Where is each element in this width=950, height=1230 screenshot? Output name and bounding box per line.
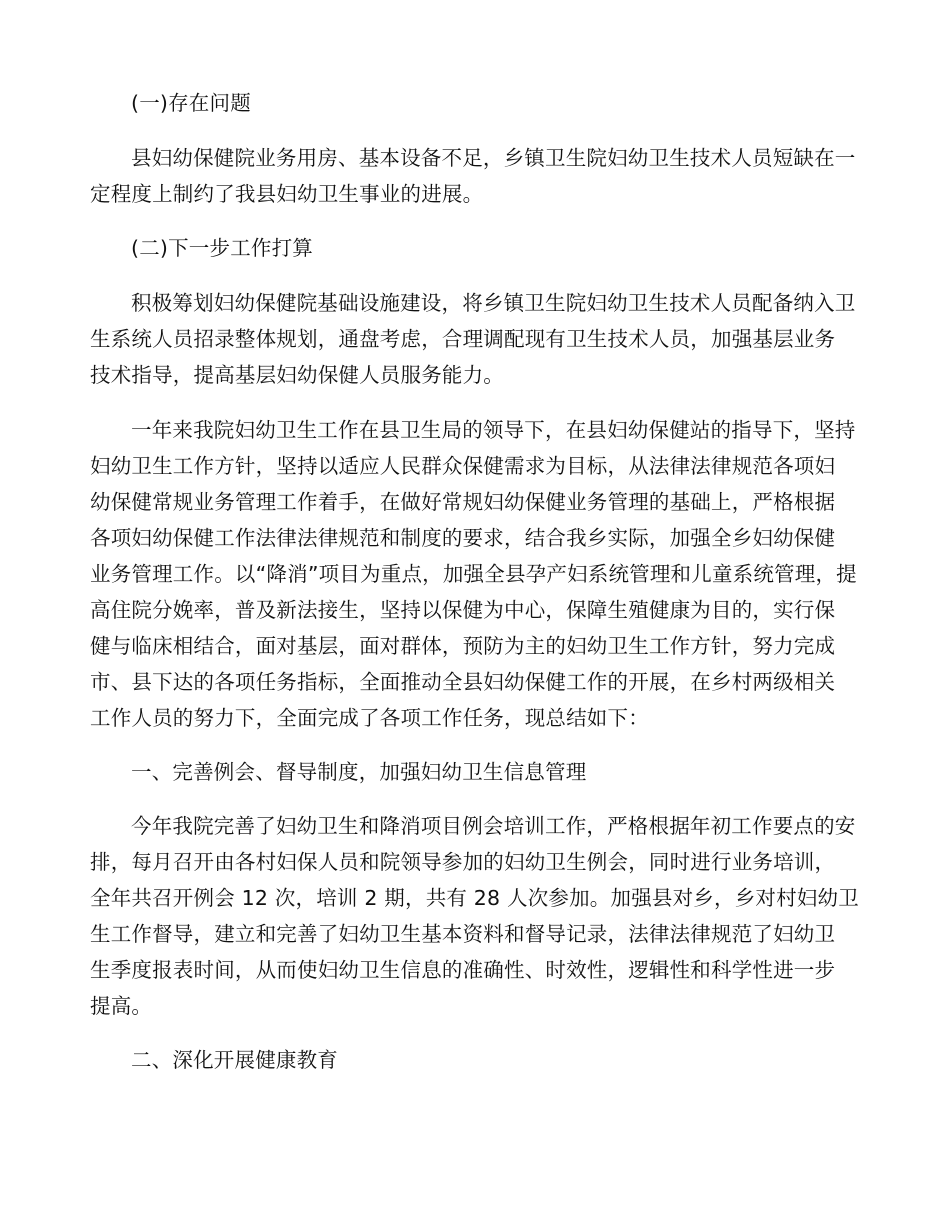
paragraph-line: 市、县下达的各项任务指标，全面推动全县妇幼保健工作的开展，在乡村两级相关 (90, 670, 836, 694)
paragraph-line: 全年共召开例会 12 次，培训 2 期，共有 28 人次参加。加强县对乡，乡对村妇幼卫 (90, 886, 859, 910)
section-heading-health-education: 二、深化开展健康教育 (131, 1048, 338, 1072)
paragraph-line: 妇幼卫生工作方针，坚持以适应人民群众保健需求为目标，从法律法律规范各项妇 (90, 454, 836, 478)
paragraph-line: 积极筹划妇幼保健院基础设施建设，将乡镇卫生院妇幼卫生技术人员配备纳入卫 (131, 291, 856, 315)
section-heading-existing-problems: (一)存在问题 (131, 91, 251, 115)
paragraph-line: 技术指导，提高基层妇幼保健人员服务能力。 (90, 363, 504, 387)
paragraph-line: 一年来我院妇幼卫生工作在县卫生局的领导下，在县妇幼保健站的指导下，坚持 (131, 418, 856, 442)
section-heading-meetings-supervision: 一、完善例会、督导制度，加强妇幼卫生信息管理 (131, 760, 587, 784)
paragraph-line: 高住院分娩率，普及新法接生，坚持以保健为中心，保障生殖健康为目的，实行保 (90, 598, 836, 622)
paragraph-line: 健与临床相结合，面对基层，面对群体，预防为主的妇幼卫生工作方针，努力完成 (90, 634, 836, 658)
paragraph-line: 县妇幼保健院业务用房、基本设备不足，乡镇卫生院妇幼卫生技术人员短缺在一 (131, 146, 856, 170)
paragraph-line: 定程度上制约了我县妇幼卫生事业的进展。 (90, 182, 484, 206)
paragraph-line: 工作人员的努力下，全面完成了各项工作任务，现总结如下： (90, 706, 649, 730)
paragraph-line: 生季度报表时间，从而使妇幼卫生信息的准确性、时效性，逻辑性和科学性进一步 (90, 958, 836, 982)
paragraph-line: 各项妇幼保健工作法律法律规范和制度的要求，结合我乡实际，加强全乡妇幼保健 (90, 526, 836, 550)
paragraph-line: 幼保健常规业务管理工作着手，在做好常规妇幼保健业务管理的基础上，严格根据 (90, 490, 836, 514)
section-heading-next-steps: (二)下一步工作打算 (131, 236, 313, 260)
paragraph-line: 今年我院完善了妇幼卫生和降消项目例会培训工作，严格根据年初工作要点的安 (131, 814, 856, 838)
paragraph-line: 业务管理工作。以“降消”项目为重点，加强全县孕产妇系统管理和儿童系统管理，提 (90, 562, 857, 586)
paragraph-line: 生工作督导，建立和完善了妇幼卫生基本资料和督导记录，法律法律规范了妇幼卫 (90, 922, 836, 946)
paragraph-line: 生系统人员招录整体规划，通盘考虑，合理调配现有卫生技术人员，加强基层业务 (90, 327, 836, 351)
paragraph-line: 提高。 (90, 994, 153, 1018)
paragraph-line: 排，每月召开由各村妇保人员和院领导参加的妇幼卫生例会，同时进行业务培训， (90, 850, 836, 874)
